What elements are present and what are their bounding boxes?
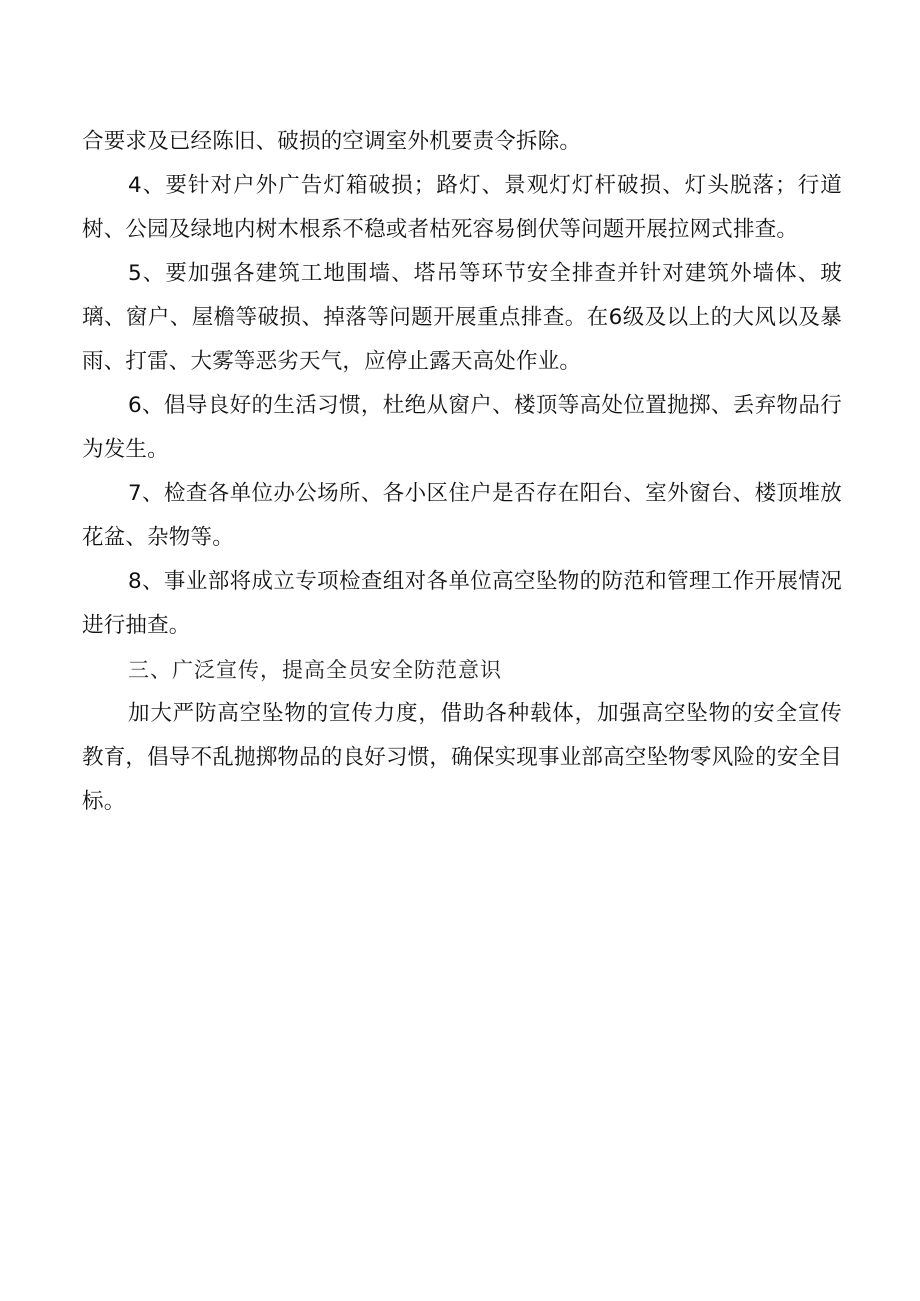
section-heading: 三、广泛宣传，提高全员安全防范意识 — [128, 658, 502, 682]
paragraph-item-4: 4、要针对户外广告灯箱破损；路灯、景观灯灯杆破损、灯头脱落；行道树、公园及绿地内树木根系不稳或者枯死容易倒伏等问题开展拉网式排查。 — [82, 173, 842, 242]
paragraph-item-8: 8、事业部将成立专项检查组对各单位高空坠物的防范和管理工作开展情况进行抽查。 — [82, 569, 842, 638]
paragraph-item-6: 6、倡导良好的生活习惯，杜绝从窗户、楼顶等高处位置抛掷、丢弃物品行为发生。 — [82, 393, 842, 462]
closing-paragraph: 加大严防高空坠物的宣传力度，借助各种载体，加强高空坠物的安全宣传教育，倡导不乱抛掷物品的良好习惯，确保实现事业部高空坠物零风险的安全目标。 — [82, 701, 842, 814]
paragraph-item-5: 5、要加强各建筑工地围墙、塔吊等环节安全排查并针对建筑外墙体、玻璃、窗户、屋檐等破损、掉落等问题开展重点排查。在6级及以上的大风以及暴雨、打雷、大雾等恶劣天气，应停止露天高处作业。 — [82, 261, 842, 374]
paragraph-item-7: 7、检查各单位办公场所、各小区住户是否存在阳台、室外窗台、楼顶堆放花盆、杂物等。 — [82, 481, 842, 550]
document-body — [82, 120, 842, 824]
paragraph-continuation: 合要求及已经陈旧、破损的空调室外机要责令拆除。 — [82, 129, 582, 154]
